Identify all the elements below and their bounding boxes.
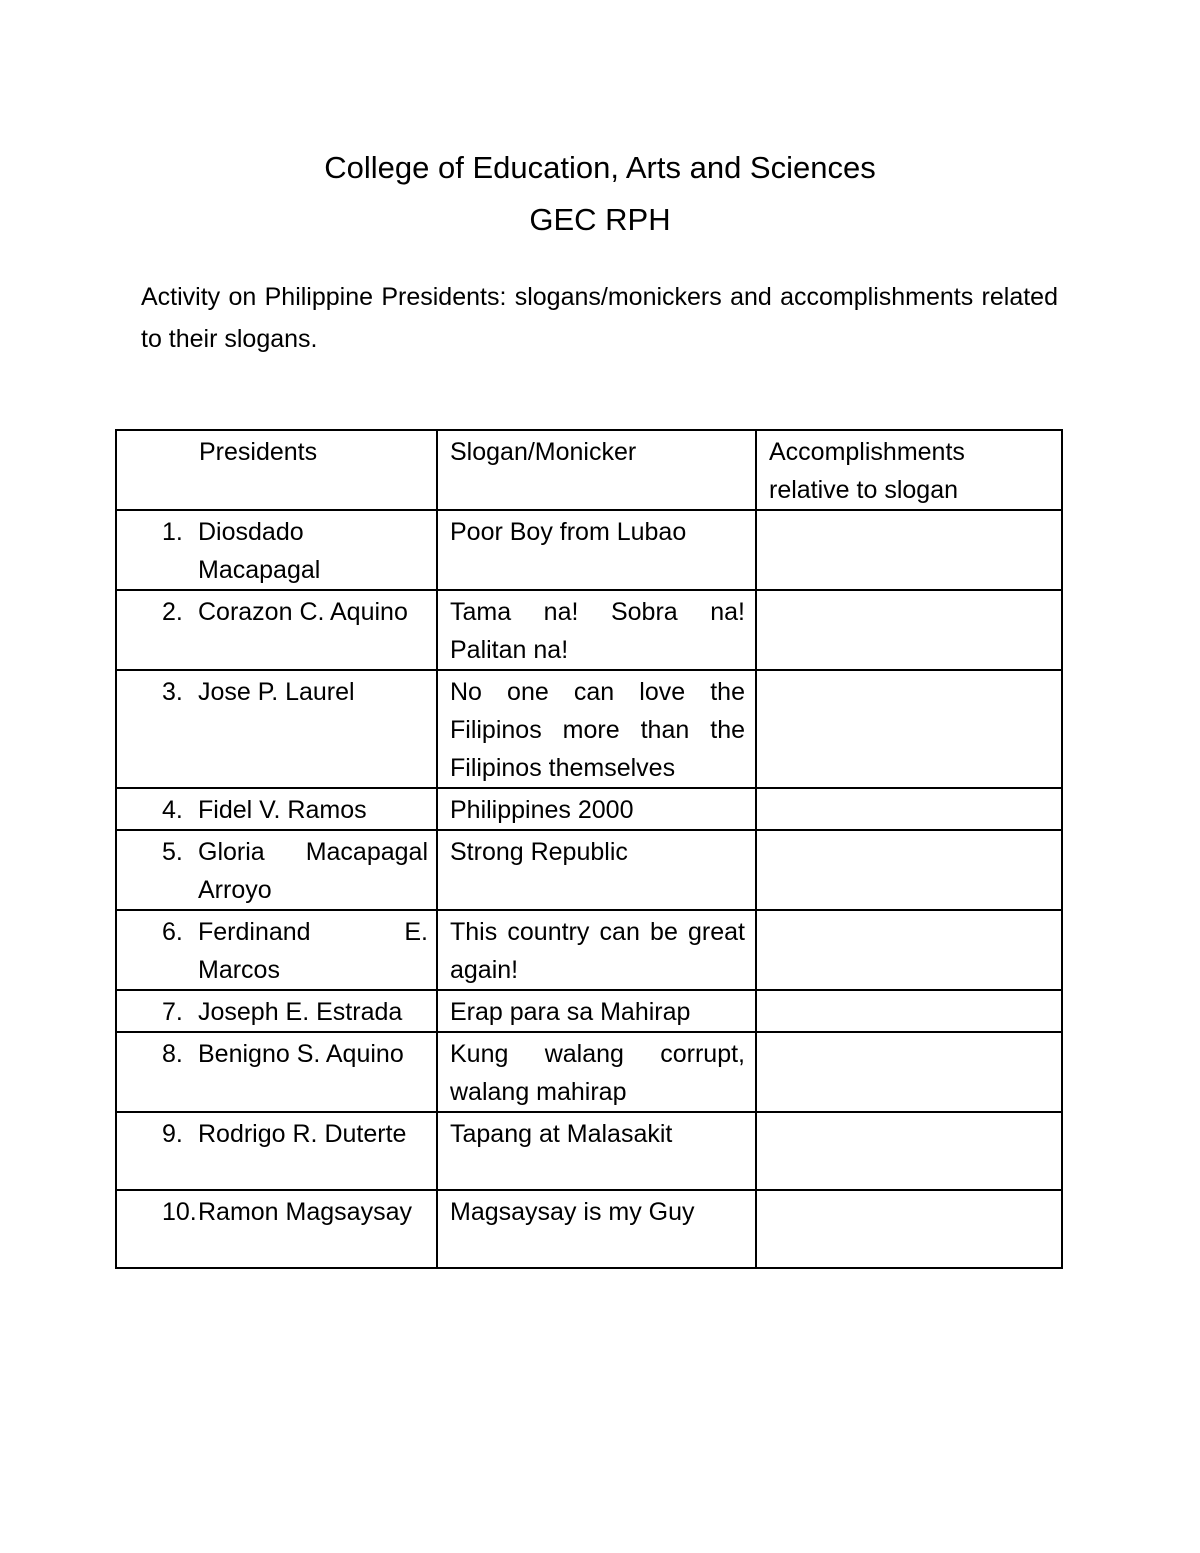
table-row (116, 1032, 1062, 1112)
president-cell (116, 590, 437, 670)
president-name: Benigno S. Aquino (198, 1040, 404, 1068)
slogan-text: No one can love the Filipinos more than the Filipinos themselves (450, 678, 745, 782)
table-row (116, 510, 1062, 590)
president-name: Ramon Magsaysay (198, 1198, 412, 1226)
list-number: 6. (162, 918, 183, 946)
president-name: Ferdinand E. Marcos (198, 918, 428, 984)
president-cell (116, 1112, 437, 1190)
accomplishments-cell[interactable] (756, 670, 1062, 788)
list-number: 10. (162, 1198, 197, 1226)
slogan-text: Magsaysay is my Guy (450, 1198, 695, 1226)
table-row (116, 910, 1062, 990)
president-name: Fidel V. Ramos (198, 796, 367, 824)
slogan-text: Erap para sa Mahirap (450, 998, 691, 1026)
slogan-text: Tapang at Malasakit (450, 1120, 673, 1148)
president-name: Joseph E. Estrada (198, 998, 403, 1026)
table-row (116, 590, 1062, 670)
accomplishments-text (757, 911, 1061, 913)
president-cell (116, 670, 437, 788)
slogan-text: Kung walang corrupt, walang mahirap (450, 1040, 745, 1106)
course-title: GEC RPH (529, 202, 671, 237)
accomplishments-text (757, 1113, 1061, 1115)
accomplishments-text (757, 1191, 1061, 1193)
president-cell (116, 1190, 437, 1268)
accomplishments-text (757, 1033, 1061, 1035)
accomplishments-text (757, 789, 1061, 791)
president-name: Rodrigo R. Duterte (198, 1120, 407, 1148)
president-list-item (117, 831, 436, 909)
accomplishments-cell[interactable] (756, 1190, 1062, 1268)
header-accomplishments: Accomplishments relative to slogan (756, 430, 1062, 510)
accomplishments-text (757, 671, 1061, 673)
list-number: 7. (162, 998, 183, 1026)
list-number: 3. (162, 678, 183, 706)
president-list-item (117, 789, 436, 829)
accomplishments-cell[interactable] (756, 788, 1062, 830)
president-list-item (117, 1113, 436, 1153)
slogan-cell (437, 1190, 756, 1268)
president-list-item (117, 671, 436, 711)
slogan-cell (437, 1112, 756, 1190)
presidents-table (115, 429, 1063, 1269)
president-name: Jose P. Laurel (198, 678, 355, 706)
list-number: 8. (162, 1040, 183, 1068)
table-row (116, 990, 1062, 1032)
slogan-cell (437, 910, 756, 990)
table-row (116, 670, 1062, 788)
president-name: Gloria Macapagal Arroyo (198, 838, 428, 904)
president-cell (116, 1032, 437, 1112)
slogan-cell (437, 1032, 756, 1112)
president-cell (116, 510, 437, 590)
president-cell (116, 990, 437, 1032)
header-presidents: Presidents (116, 430, 437, 510)
slogan-cell (437, 788, 756, 830)
accomplishments-cell[interactable] (756, 910, 1062, 990)
accomplishments-text (757, 591, 1061, 593)
slogan-text: This country can be great again! (450, 918, 745, 984)
college-title: College of Education, Arts and Sciences (324, 150, 876, 185)
table-row (116, 1190, 1062, 1268)
accomplishments-cell[interactable] (756, 510, 1062, 590)
table-row (116, 1112, 1062, 1190)
list-number: 2. (162, 598, 183, 626)
president-list-item (117, 591, 436, 631)
slogan-text: Philippines 2000 (450, 796, 634, 824)
table-row (116, 830, 1062, 910)
president-list-item (117, 911, 436, 989)
president-list-item (117, 991, 436, 1031)
president-name: Diosdado Macapagal (198, 518, 321, 584)
president-cell (116, 830, 437, 910)
slogan-text: Poor Boy from Lubao (450, 518, 687, 546)
president-cell (116, 788, 437, 830)
slogan-text: Tama na! Sobra na! Palitan na! (450, 598, 745, 664)
slogan-cell (437, 670, 756, 788)
accomplishments-cell[interactable] (756, 1032, 1062, 1112)
table-header-row (116, 430, 1062, 510)
president-cell (116, 910, 437, 990)
slogan-cell (437, 590, 756, 670)
slogan-cell (437, 990, 756, 1032)
accomplishments-cell[interactable] (756, 990, 1062, 1032)
slogan-text: Strong Republic (450, 838, 628, 866)
president-list-item (117, 1191, 436, 1231)
slogan-cell (437, 830, 756, 910)
list-number: 9. (162, 1120, 183, 1148)
president-name: Corazon C. Aquino (198, 598, 408, 626)
list-number: 1. (162, 518, 183, 546)
header-slogan: Slogan/Monicker (437, 430, 756, 510)
accomplishments-cell[interactable] (756, 830, 1062, 910)
accomplishments-text (757, 831, 1061, 833)
president-list-item (117, 1033, 436, 1073)
activity-instructions: Activity on Philippine Presidents: slogans/monickers and accomplishments related to their slogans. (141, 283, 1058, 353)
accomplishments-cell[interactable] (756, 590, 1062, 670)
list-number: 5. (162, 838, 183, 866)
accomplishments-text (757, 511, 1061, 513)
president-list-item (117, 511, 436, 589)
table-row (116, 788, 1062, 830)
accomplishments-text (757, 991, 1061, 993)
accomplishments-cell[interactable] (756, 1112, 1062, 1190)
slogan-cell (437, 510, 756, 590)
list-number: 4. (162, 796, 183, 824)
